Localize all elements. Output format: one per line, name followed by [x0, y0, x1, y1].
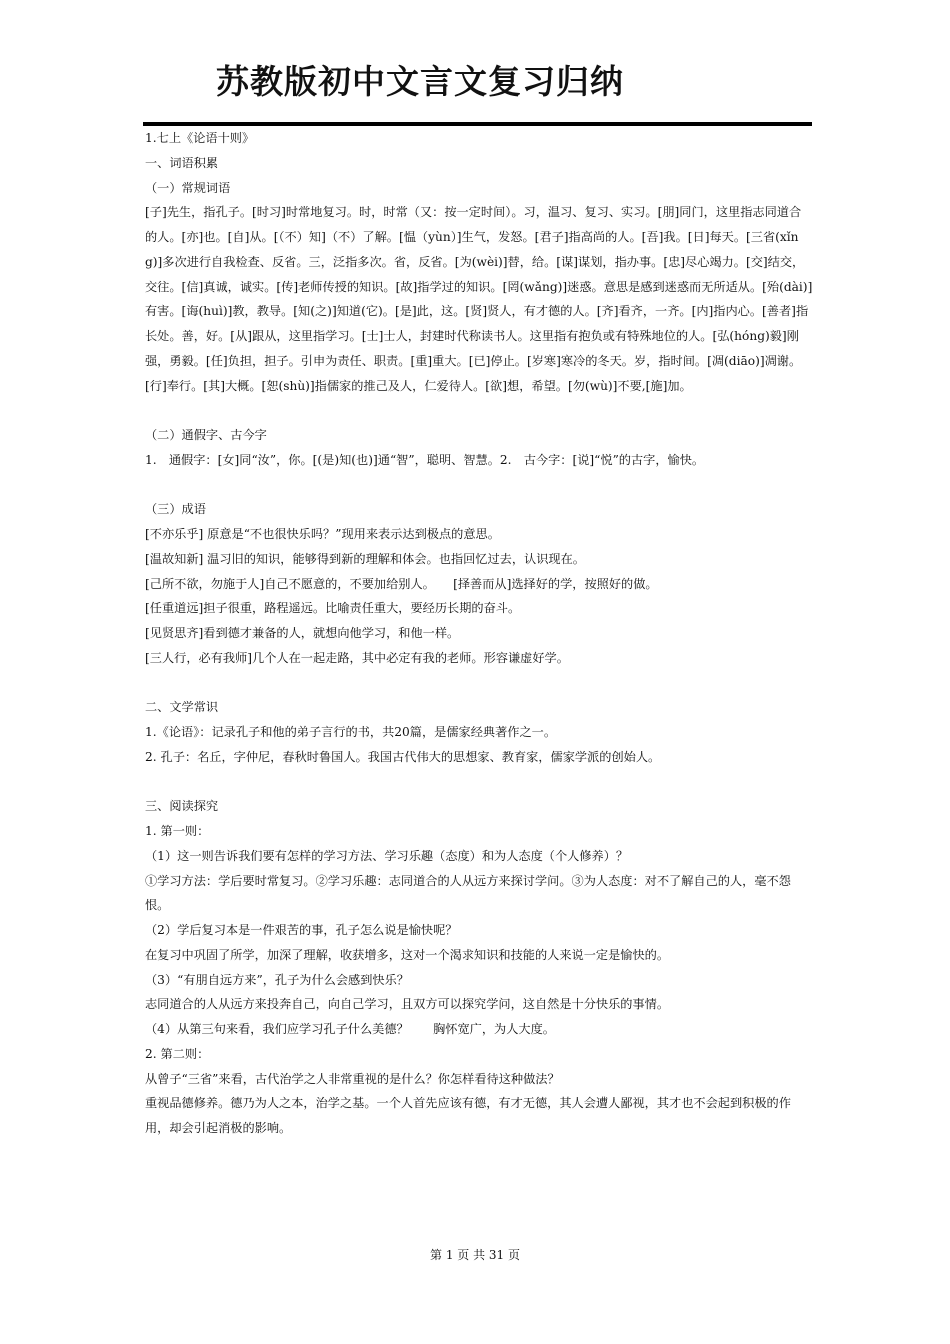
subsection-heading: （一）常规词语	[145, 180, 231, 195]
document-title: 苏教版初中文言文复习归纳	[216, 62, 624, 101]
blank-line	[145, 671, 813, 696]
document-body	[145, 126, 813, 1141]
body-paragraph: 1.《论语》：记录孔子和他的弟子言行的书，共20篇，是儒家经典著作之一。	[145, 725, 557, 739]
body-paragraph: 在复习中巩固了所学，加深了理解，收获增多，这对一个渴求知识和技能的人来说一定是愉快的。	[145, 947, 670, 962]
body-paragraph: 1. 第一则：	[145, 824, 210, 838]
body-paragraph: 1. 通假字：[女]同“汝”，你。[(是)知(也)]通“智”，聪明、智慧。2. 古今字：[说]“悦”的古字，愉快。	[145, 452, 705, 467]
body-paragraph: 从曾子“三省”来看，古代治学之人非常重视的是什么？你怎样看待这种做法？	[145, 1071, 560, 1086]
body-paragraph: （3）“有朋自远方来”，孔子为什么会感到快乐？	[145, 972, 409, 987]
section-heading: 二、文学常识	[145, 700, 219, 715]
body-paragraph: [不亦乐乎] 原意是“不也很快乐吗？”现用来表示达到极点的意思。	[145, 527, 500, 541]
body-paragraph: ①学习方法：学后要时常复习。②学习乐趣：志同道合的人从远方来探讨学问。③为人态度：对不了解自己的人，毫不怨恨。	[145, 873, 791, 913]
blank-line	[145, 770, 813, 795]
section-heading: 一、词语积累	[145, 155, 219, 170]
body-paragraph: [见贤思齐]看到德才兼备的人，就想向他学习，和他一样。	[145, 626, 460, 640]
body-paragraph: （4）从第三句来看，我们应学习孔子什么美德？ 胸怀宽广，为人大度。	[145, 1022, 555, 1036]
body-paragraph: [子]先生，指孔子。[时习]时常地复习。时，时常（又：按一定时间）。习，温习、复习、实习。[朋]同门，这里指志同道合的人。[亦]也。[自]从。[（不）知]（不）了解。[愠（yùn）]生气，发怒。[君子]指高尚的人。[吾]我。[日]每天。[三省(xǐng)]多次进行自我检查、反省。三，泛指多次。省，反省。[为(wèi)]替，给。[谋]谋划，指办事。[忠]尽心竭力。[交]结交，交往。[信]真诚，诚实。[传]老师传授的知识。[故]指学过的知识。[罔(wǎng)]迷惑。意思是感到迷惑而无所适从。[殆(dài)]有害。[诲(huì)]教，教导。[知(之)]知道(它)。[是]此，这。[贤]贤人，有才德的人。[齐]看齐，一齐。[内]指内心。[善者]指长处。善，好。[从]跟从，这里指学习。[士]士人，封建时代称读书人。这里指有抱负或有特殊地位的人。[弘(hóng)毅]刚强，勇毅。[任]负担，担子。引申为责任、职责。[重]重大。[已]停止。[岁寒]寒冷的冬天。岁，指时间。[凋(diāo)]凋谢。[行]奉行。[其]大概。[恕(shù)]指儒家的推己及人，仁爱待人。[欲]想，希望。[勿(wù)]不要,[施]加。	[145, 205, 813, 393]
body-paragraph: [任重道远]担子很重，路程遥远。比喻责任重大，要经历长期的奋斗。	[145, 601, 521, 616]
body-paragraph: [己所不欲，勿施于人]自己不愿意的，不要加给别人。 [择善而从]选择好的学，按照好的做。	[145, 576, 658, 591]
body-paragraph: [三人行，必有我师]几个人在一起走路，其中必定有我的老师。形容谦虚好学。	[145, 650, 569, 665]
body-paragraph: （2）学后复习本是一件艰苦的事，孔子怎么说是愉快呢？	[145, 923, 458, 937]
body-paragraph: 2. 孔子：名丘，字仲尼，春秋时鲁国人。我国古代伟大的思想家、教育家，儒家学派的创始人。	[145, 749, 661, 764]
lesson-heading: 1.七上《论语十则》	[145, 131, 255, 145]
blank-line	[145, 398, 813, 423]
body-paragraph: [温故知新] 温习旧的知识，能够得到新的理解和体会。也指回忆过去，认识现在。	[145, 551, 585, 566]
body-paragraph: （1）这一则告诉我们要有怎样的学习方法、学习乐趣（态度）和为人态度（个人修养）？	[145, 848, 629, 863]
blank-line	[145, 473, 813, 498]
body-paragraph: 重视品德修养。德乃为人之本，治学之基。一个人首先应该有德，有才无德，其人会遭人鄙视，其才也不会起到积极的作用，却会引起消极的影响。	[145, 1096, 791, 1135]
body-paragraph: 志同道合的人从远方来投奔自己，向自己学习，且双方可以探究学问，这自然是十分快乐的事情。	[145, 997, 670, 1012]
section-heading: 三、阅读探究	[145, 799, 219, 814]
subsection-heading: （三）成语	[145, 502, 206, 517]
body-paragraph: 2. 第二则：	[145, 1046, 210, 1061]
subsection-heading: （二）通假字、古今字	[145, 428, 267, 442]
page-footer: 第 1 页 共 31 页	[430, 1248, 520, 1262]
